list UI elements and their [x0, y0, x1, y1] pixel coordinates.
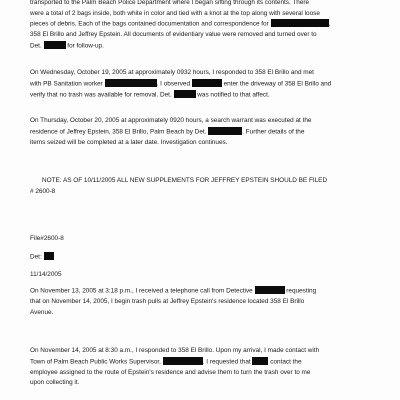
text-line: upon collecting it. — [30, 379, 80, 387]
redaction-bar — [192, 79, 222, 87]
text-line: On November 14, 2005 at 8:30 a.m., I responded to 358 El Brillo. Upon my arrival, I made contact with — [30, 347, 320, 354]
text-line: On Wednesday, October 19, 2005 at approximately 0932 hours, I responded to 358 El Brillo and met — [30, 69, 314, 76]
redaction-bar — [255, 286, 285, 294]
text-line — [30, 286, 368, 297]
paragraph-bag-contents — [30, 0, 368, 52]
paragraph-oct20 — [30, 116, 368, 148]
note-line: # 2600-8 — [30, 187, 56, 195]
redaction-bar — [252, 357, 268, 365]
redaction-bar — [271, 19, 329, 27]
text-line: 358 El Brillo and Jeffrey Epstein. All documents of evidentiary value were removed and turned over to — [30, 31, 317, 39]
text-fragment: enter the driveway of 358 El Brillo and — [223, 80, 332, 88]
text-fragment: residence of Jeffrey Epstein, 358 El Brillo, Palm Beach by Det. — [30, 128, 207, 136]
redaction-bar — [105, 79, 157, 87]
note-line: NOTE: AS OF 10/11/2005 ALL NEW SUPPLEMENTS FOR JEFFREY EPSTEIN SHOULD BE FILED — [42, 177, 328, 184]
supplement-date: 11/14/2005 — [30, 270, 62, 278]
text-fragment: . I requested that — [202, 358, 251, 366]
file-number: File#2600-8 — [30, 235, 64, 242]
text-line: pieces of debris. Each of the bags contained documentation and correspondence for , — [30, 20, 331, 28]
text-fragment: . Further details of the — [242, 128, 305, 136]
text-fragment: Det. — [30, 42, 42, 50]
detective-label: Det: — [30, 253, 42, 261]
text-fragment: requesting — [286, 287, 317, 295]
text-fragment: for follow-up. — [67, 42, 104, 50]
text-line: that on November 14, 2005, I begin trash pulls at Jeffrey Epstein's residence located 358 El Brillo — [30, 298, 305, 306]
filing-note — [30, 176, 368, 197]
text-fragment: On November 13, 2005 at 3:18 p.m., I received a telephone call from Detective — [30, 287, 253, 295]
text-fragment: Town of Palm Beach Public Works Supervisor, — [30, 358, 161, 366]
text-line — [30, 41, 368, 52]
supplement-header — [30, 234, 368, 280]
text-fragment: . I observed — [156, 80, 191, 88]
detective-line — [30, 252, 368, 263]
text-line — [30, 79, 368, 90]
redaction-bar — [44, 252, 54, 260]
text-line — [30, 127, 368, 138]
text-line — [30, 357, 368, 368]
text-line: transported to the Palm Beach Police Department where I began sifting through its contents. There — [30, 0, 310, 6]
text-line — [30, 90, 368, 101]
text-fragment: pieces of debris. Each of the bags contained documentation and correspondence for — [30, 20, 269, 28]
text-fragment: was notified to that affect. — [197, 91, 270, 99]
redaction-bar — [44, 41, 66, 49]
redaction-bar — [208, 127, 242, 135]
paragraph-oct19 — [30, 68, 368, 101]
text-fragment: contact the — [270, 358, 302, 366]
text-line: were a total of 2 bags inside, both white in color and tied with a knot at the top along with several loose — [30, 9, 320, 17]
text-line: items seized will be completed at a later date. Investigation continues. — [30, 138, 228, 146]
text-fragment: with PB Sanitation worker — [30, 80, 103, 88]
redaction-bar — [174, 90, 196, 98]
text-line: Avenue. — [30, 308, 54, 316]
paragraph-nov14 — [30, 346, 368, 389]
redaction-bar — [163, 357, 203, 365]
text-line: employee assigned to the route of Epstein's residence and advise them to turn the trash over to me — [30, 368, 311, 376]
paragraph-nov13 — [30, 286, 368, 318]
text-line: On Thursday, October 20, 2005 at approximately 0920 hours, a search warrant was executed at the — [30, 117, 312, 124]
text-fragment: verify that no trash was available for removal. Det. — [30, 91, 172, 99]
